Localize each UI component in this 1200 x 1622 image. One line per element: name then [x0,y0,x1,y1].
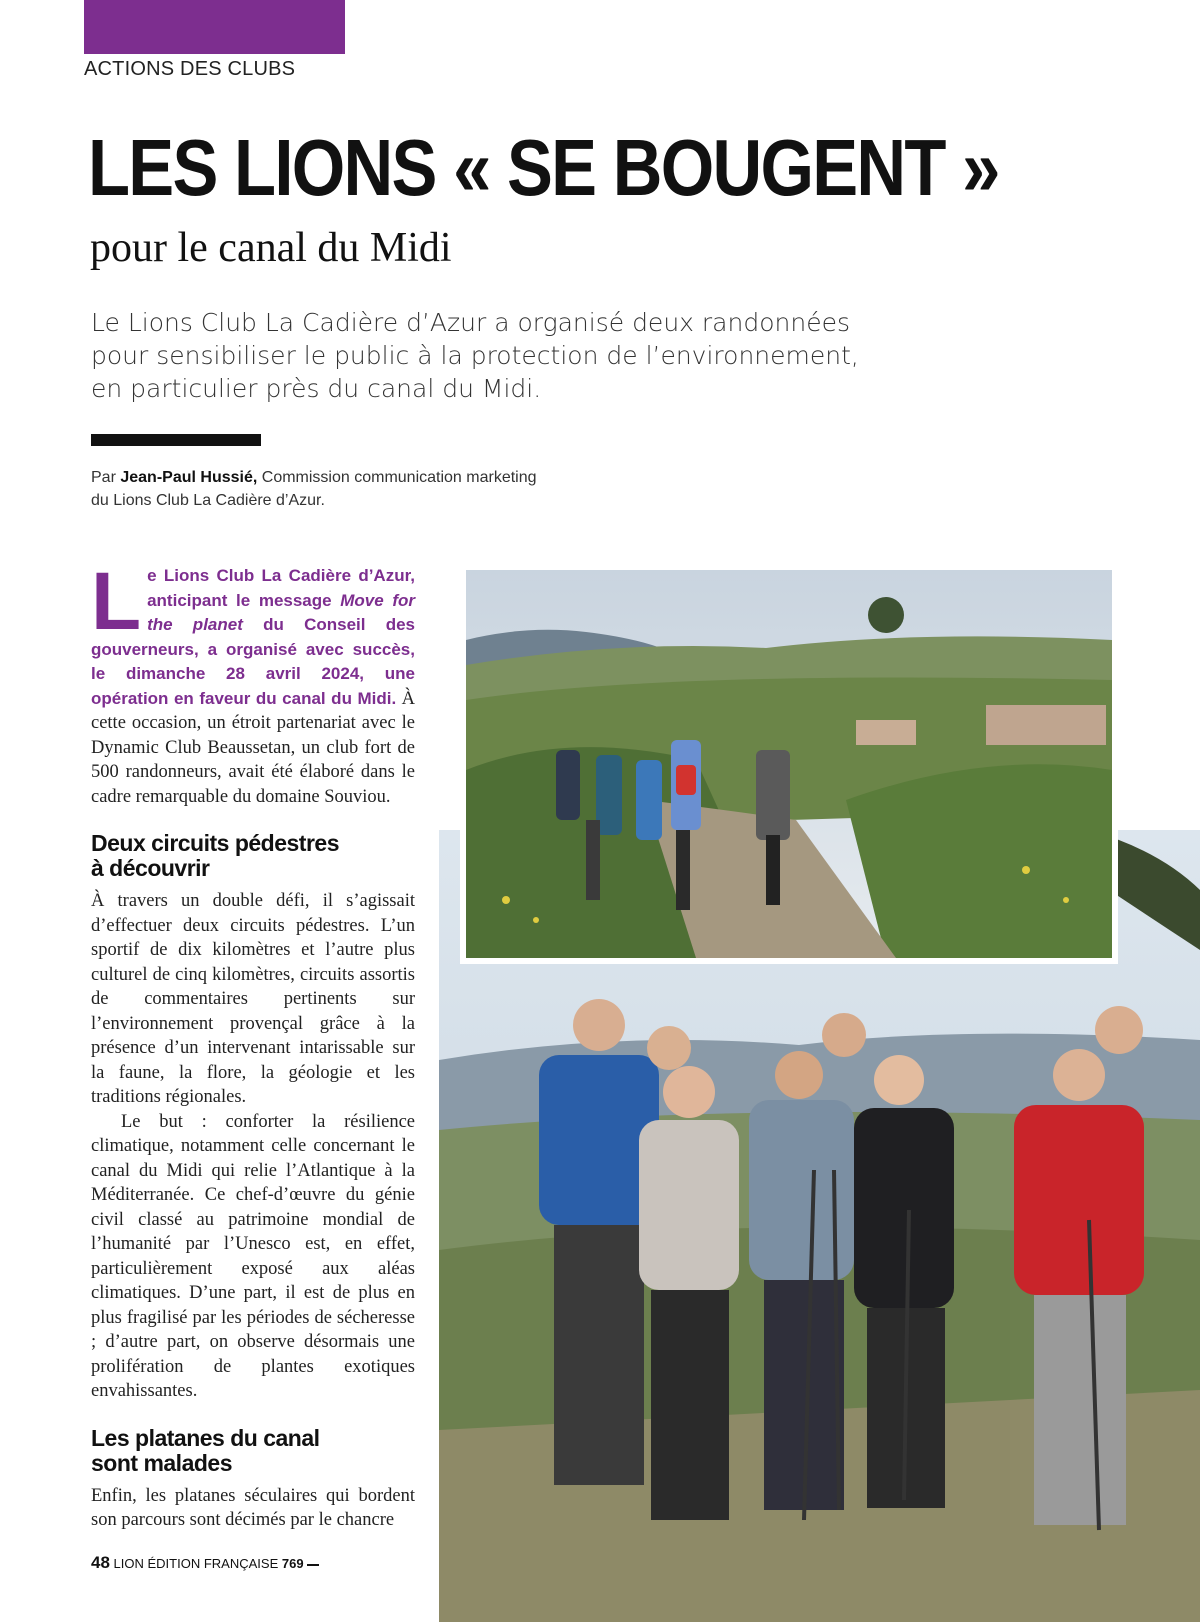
article-paragraph [91,556,416,809]
byline-author: Jean-Paul Hussié, [120,469,258,486]
article-paragraph: À travers un double défi, il s’agissait d’effectuer deux circuits pédestres. L’un sportif de dix kilomètres et l’autre plus culturel de cinq kilomètres, circuits assortis de commentaires pertinents sur l’environnement provençal grâce à la présence d’un intervenant intarissable sur la faune, la flore, la géologie et les traditions régionales. [91,891,415,1107]
drop-cap: L [91,556,142,647]
article-lead: Le Lions Club La Cadière d’Azur a organisé deux randonnées pour sensibiliser le public à la protection de l’environnement, en particulier près du canal du Midi. [91,308,859,403]
byline-prefix: Par [91,469,116,486]
byline-role: Commission communication marketing [261,469,537,486]
intro-text: e Lions Club La Cadière d’Azur, anticipant le message Move for the planet du Conseil des gouverneurs, a organisé avec succès, le dimanche 28 avril 2024, une opération en faveur du canal du Midi. [91,566,416,708]
article-title: LES LIONS « SE BOUGENT » [88,123,999,212]
section-label: ACTIONS DES CLUBS [84,58,296,80]
hikers-trail-photo [460,564,1118,964]
divider-rule [91,434,261,446]
article-body [91,556,416,1533]
section-color-bar [84,0,345,54]
subheading: Les platanes du canal sont malades [91,1424,320,1476]
paragraph-text: À cette occasion, un étroit partenariat avec le Dynamic Club Beaussetan, un club fort de 500 randonneurs, avait été élaboré dans le cadre remarquable du domaine Souviou. [91,688,416,807]
article-paragraph: Le but : conforter la résilience climatique, notamment celle concernant le canal du Midi qui relie l’Atlantique à la Méditerranée. Ce chef-d’œuvre du génie civil classé au patrimoine mondial de l’humanité par l’Unesco est, en effet, particulièrement exposé aux aléas climatiques. D’une part, il est de plus en plus fragilisé par les périodes de sécheresse ; d’autre part, on observe désormais une prolifération de plantes exotiques envahissantes. [91,1111,415,1401]
article-paragraph: Enfin, les platanes séculaires qui bordent son parcours sont décimés par le chancre [91,1485,415,1530]
byline [91,466,611,512]
publication-name: LION ÉDITION FRANÇAISE [113,1556,279,1571]
footer-dash [307,1564,319,1566]
issue-number: 769 [281,1556,304,1571]
subheading: Deux circuits pédestres à découvrir [91,830,340,881]
article-subtitle: pour le canal du Midi [90,225,452,271]
page-number: 48 [91,1553,110,1572]
byline-club: du Lions Club La Cadière d’Azur. [91,492,325,509]
page-footer [91,1553,319,1573]
